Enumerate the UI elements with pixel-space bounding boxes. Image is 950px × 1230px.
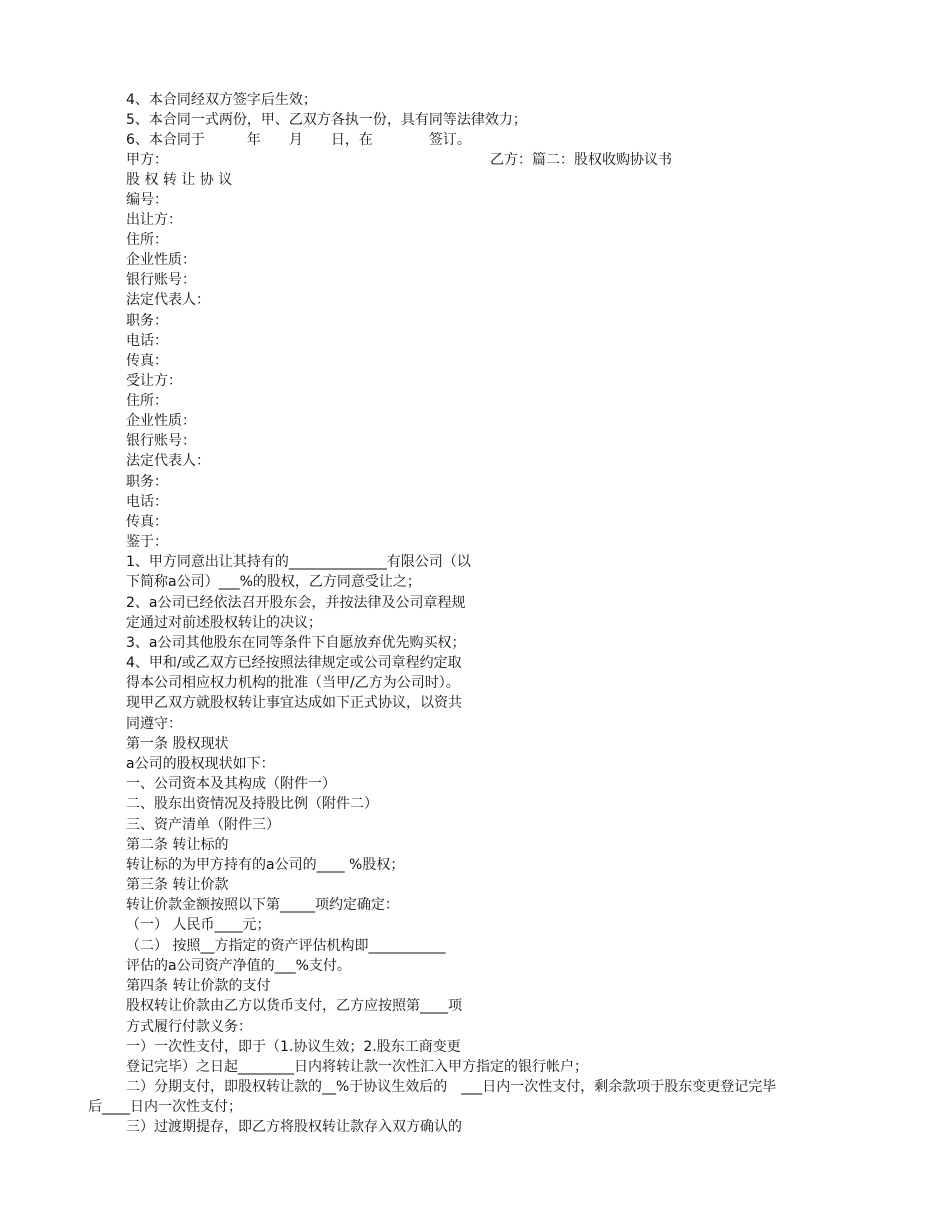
doc-line: 股权转让价款由乙方以货币支付，乙方应按照第____项 — [126, 998, 462, 1014]
doc-line: 银行账号： — [126, 433, 196, 449]
doc-line: 电话： — [126, 494, 168, 510]
doc-line: 编号： — [126, 192, 168, 208]
doc-line: 第二条 转让标的 — [126, 837, 229, 853]
doc-line: 1、甲方同意出让其持有的______________有限公司（以 — [126, 554, 471, 570]
doc-line: 3、a公司其他股东在同等条件下自愿放弃优先购买权； — [126, 635, 466, 651]
doc-line: 评估的a公司资产净值的___%支付。 — [126, 958, 351, 974]
doc-line: 第一条 股权现状 — [126, 736, 229, 752]
doc-line: 鉴于： — [126, 534, 168, 550]
doc-line: 三）过渡期提存，即乙方将股权转让款存入双方确认的 — [126, 1119, 462, 1135]
doc-line: 同遵守： — [126, 716, 182, 732]
doc-line: 4、甲和/或乙双方已经按照法律规定或公司章程约定取 — [126, 655, 462, 671]
doc-line: （二） 按照__方指定的资产评估机构即___________ — [126, 938, 446, 954]
doc-line: 受让方： — [126, 373, 182, 389]
doc-line: 下简称a公司）___%的股权，乙方同意受让之； — [126, 574, 421, 590]
doc-line: 传真： — [126, 353, 168, 369]
doc-line: 传真： — [126, 514, 168, 530]
doc-line: 企业性质： — [126, 413, 196, 429]
doc-line: 银行账号： — [126, 272, 196, 288]
doc-line: 电话： — [126, 333, 168, 349]
doc-line: 6、本合同于 年 月 日，在 签订。 — [126, 132, 471, 148]
doc-line: 定通过对前述股权转让的决议； — [126, 615, 322, 631]
doc-line: 转让标的为甲方持有的a公司的____ %股权； — [126, 857, 405, 873]
doc-line: 职务： — [126, 313, 168, 329]
doc-line: 方式履行付款义务： — [126, 1019, 252, 1035]
doc-line: a公司的股权现状如下： — [126, 756, 275, 772]
doc-line: 第四条 转让价款的支付 — [126, 978, 271, 994]
doc-line: 4、本合同经双方签字后生效； — [126, 92, 317, 108]
doc-line: 二）分期支付，即股权转让款的__%于协议生效后的 ___日内一次性支付，剩余款项于股东变更登记完毕 — [126, 1079, 777, 1095]
doc-line: 现甲乙双方就股权转让事宜达成如下正式协议，以资共 — [126, 695, 462, 711]
doc-line: 住所： — [126, 232, 168, 248]
doc-line: 二、股东出资情况及持股比例（附件二） — [126, 796, 378, 812]
doc-line: 一）一次性支付，即于（1.协议生效；2.股东工商变更 — [126, 1039, 461, 1055]
doc-line: 甲方： — [126, 152, 168, 168]
party-b-label: 乙方：篇二：股权收购协议书 — [490, 152, 672, 168]
doc-line: 住所： — [126, 393, 168, 409]
doc-line: 企业性质： — [126, 252, 196, 268]
doc-line: 法定代表人： — [126, 453, 210, 469]
doc-line: 得本公司相应权力机构的批准（当甲/乙方为公司时）。 — [126, 675, 460, 691]
doc-line: 出让方： — [126, 212, 182, 228]
doc-line: 一、公司资本及其构成（附件一） — [126, 776, 336, 792]
doc-line: 后____日内一次性支付； — [88, 1099, 242, 1115]
doc-line: 职务： — [126, 474, 168, 490]
doc-line: 5、本合同一式两份，甲、乙双方各执一份，具有同等法律效力； — [126, 112, 527, 128]
doc-line: 2、a公司已经依法召开股东会，并按法律及公司章程规 — [126, 595, 466, 611]
doc-line: 法定代表人： — [126, 292, 210, 308]
doc-line: （一） 人民币____元； — [126, 917, 271, 933]
doc-line: 第三条 转让价款 — [126, 877, 229, 893]
doc-line: 股 权 转 让 协 议 — [126, 172, 233, 188]
doc-line: 三、资产清单（附件三） — [126, 817, 280, 833]
doc-line: 转让价款金额按照以下第_____项约定确定： — [126, 897, 399, 913]
doc-line: 登记完毕）之日起________日内将转让款一次性汇入甲方指定的银行帐户； — [126, 1059, 588, 1075]
